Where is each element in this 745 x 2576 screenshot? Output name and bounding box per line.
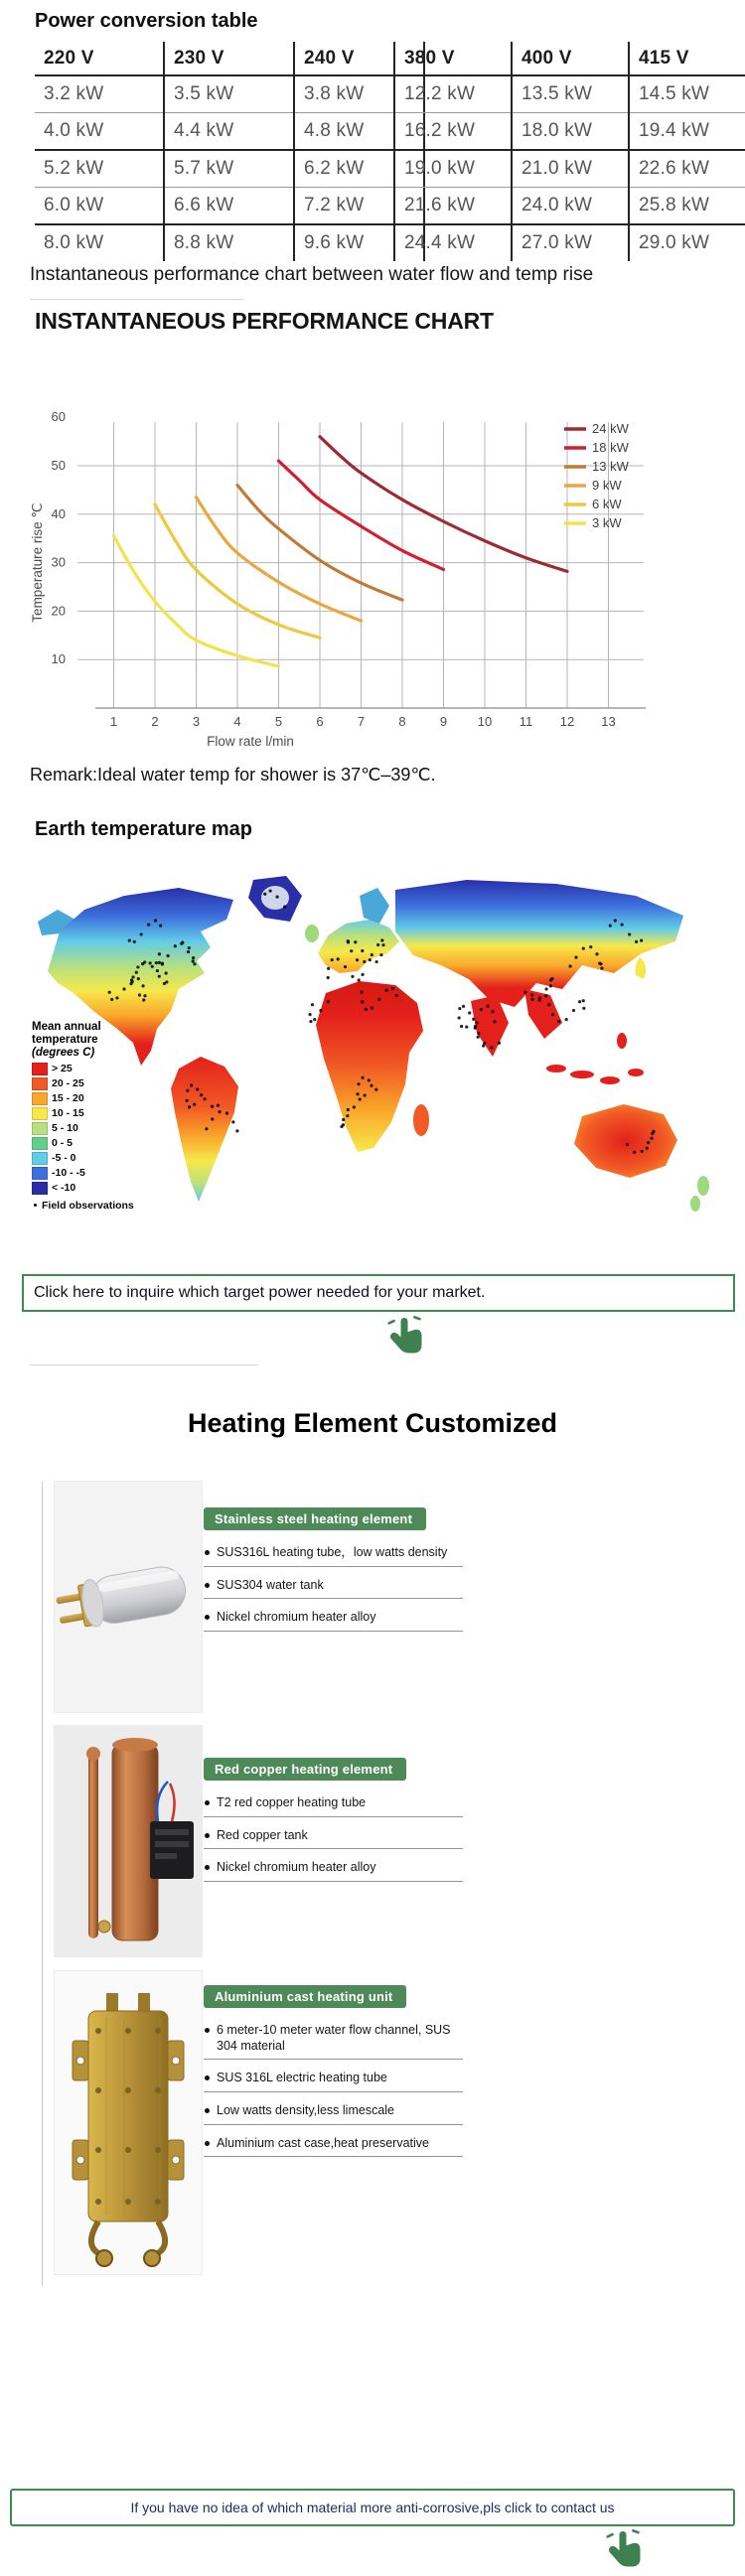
field-observations-row [32, 1200, 151, 1212]
product-bullet-list [204, 1793, 462, 1882]
divider [30, 1364, 258, 1365]
performance-chart [0, 399, 745, 762]
product-bullet-list [204, 1543, 462, 1632]
power-cell: 3.5 kW [164, 75, 294, 113]
bullet-text: SUS304 water tank [217, 1577, 324, 1592]
legend-color-swatch [32, 1077, 48, 1090]
table-caption: Instantaneous performance chart between water flow and temp rise [30, 264, 594, 285]
bullet-dot-icon [205, 1615, 210, 1620]
table-row [35, 75, 424, 113]
power-cell: 7.2 kW [294, 188, 424, 225]
power-cell: 21.6 kW [394, 188, 512, 225]
product-feature-bullet [204, 1608, 463, 1632]
bullet-text: SUS316L heating tube，low watts density [217, 1545, 448, 1559]
product-feature-bullet [204, 1826, 463, 1850]
voltage-header: 415 V [629, 42, 745, 75]
legend-row [32, 1182, 151, 1195]
svg-text:40: 40 [51, 505, 66, 521]
product-feature-bullet [204, 1858, 463, 1882]
power-cell: 24.4 kW [394, 224, 512, 261]
bullet-dot-icon [205, 2075, 210, 2080]
legend-range-label: 5 - 10 [52, 1122, 78, 1135]
svg-text:20: 20 [51, 603, 66, 619]
legend-row [32, 1167, 151, 1180]
power-table-title: Power conversion table [35, 10, 258, 32]
power-cell: 14.5 kW [629, 75, 745, 113]
legend-color-swatch [32, 1107, 48, 1120]
bullet-dot-icon [205, 2108, 210, 2113]
bullet-text: SUS 316L electric heating tube [217, 2071, 387, 2085]
map-legend [32, 1021, 151, 1212]
svg-text:9: 9 [439, 714, 448, 729]
svg-text:7: 7 [357, 714, 366, 729]
legend-rows [32, 1063, 151, 1195]
legend-label: 18 kW [592, 440, 629, 455]
bullet-text: Low watts density,less limescale [217, 2102, 395, 2117]
bullet-dot-icon [205, 1833, 210, 1838]
svg-text:2: 2 [151, 714, 159, 729]
power-conversion-table-right [393, 42, 745, 261]
product-feature-bullet [204, 2101, 463, 2125]
legend-range-label: > 25 [52, 1063, 73, 1075]
legend-range-label: 15 - 20 [52, 1092, 84, 1105]
legend-color-swatch [32, 1152, 48, 1165]
legend-label: 24 kW [592, 421, 629, 436]
svg-text:10: 10 [477, 714, 493, 729]
legend-row [32, 1092, 151, 1105]
svg-text:60: 60 [51, 409, 66, 425]
power-cell: 22.6 kW [629, 150, 745, 188]
table-row [35, 224, 424, 261]
product-feature-bullet [204, 2134, 463, 2158]
contact-cta-box[interactable] [10, 2489, 735, 2526]
legend-row [32, 1063, 151, 1075]
product-info [204, 1971, 462, 2166]
legend-range-label: 20 - 25 [52, 1077, 84, 1090]
chart-series [114, 437, 568, 666]
legend-color-swatch [32, 1063, 48, 1075]
power-cell: 5.2 kW [35, 150, 164, 188]
power-cell: 9.6 kW [294, 224, 424, 261]
power-table-group-low-voltage [35, 42, 425, 261]
legend-range-label: 0 - 5 [52, 1137, 74, 1150]
power-cell: 6.0 kW [35, 188, 164, 225]
table-row [394, 188, 745, 225]
svg-text:8: 8 [398, 714, 406, 729]
hand-pointer-icon[interactable] [385, 1315, 425, 1359]
power-cell: 4.8 kW [294, 113, 424, 151]
product-feature-bullet [204, 1793, 463, 1817]
power-cell: 19.0 kW [394, 150, 512, 188]
legend-color-swatch [32, 1182, 48, 1195]
power-cell: 16.2 kW [394, 113, 512, 151]
divider [30, 299, 243, 300]
y-axis-label: Temperature rise ℃ [30, 502, 45, 623]
svg-text:3: 3 [192, 714, 201, 729]
customized-heading: Heating Element Customized [187, 1408, 558, 1438]
legend-row [32, 1107, 151, 1120]
legend-row [32, 1152, 151, 1165]
svg-text:50: 50 [51, 458, 66, 473]
product-info [204, 1480, 462, 1641]
copper-element-photo [55, 1726, 202, 1956]
power-cell: 6.2 kW [294, 150, 424, 188]
legend-title-line2: temperature [32, 1034, 98, 1047]
voltage-header: 400 V [512, 42, 629, 75]
svg-text:11: 11 [519, 714, 533, 729]
legend-title-line1: Mean annual [32, 1021, 101, 1033]
voltage-header: 240 V [294, 42, 424, 75]
stainless-element-photo [55, 1482, 202, 1712]
legend-range-label: -10 - -5 [52, 1167, 85, 1180]
field-observations-label: Field observations [42, 1199, 134, 1212]
legend-color-swatch [32, 1092, 48, 1105]
hand-pointer-icon[interactable] [604, 2528, 644, 2572]
voltage-header: 220 V [44, 47, 94, 69]
table-row [394, 224, 745, 261]
bullet-text: Red copper tank [217, 1827, 308, 1842]
svg-text:6: 6 [316, 714, 324, 729]
power-cell: 18.0 kW [512, 113, 629, 151]
svg-text:30: 30 [51, 554, 66, 570]
legend-color-swatch [32, 1122, 48, 1135]
svg-text:1: 1 [109, 714, 118, 729]
legend-title-unit: (degrees C) [32, 1047, 95, 1060]
product-connector-line [42, 1482, 43, 2286]
legend-label: 3 kW [592, 515, 622, 530]
bullet-dot-icon [205, 1800, 210, 1805]
aluminium-unit-photo [55, 1971, 202, 2274]
power-cell: 21.0 kW [512, 150, 629, 188]
bullet-text: Nickel chromium heater alloy [217, 1860, 376, 1875]
bullet-text: 6 meter-10 meter water flow channel, SUS 304 material [217, 2023, 451, 2053]
power-cell: 12.2 kW [394, 75, 512, 113]
product-feature-bullet [204, 2021, 463, 2060]
power-cell: 13.5 kW [512, 75, 629, 113]
bullet-dot-icon [205, 1550, 210, 1555]
bullet-dot-icon [205, 2141, 210, 2146]
product-label-pill: Red copper heating element [204, 1758, 406, 1781]
legend-color-swatch [32, 1137, 48, 1150]
svg-text:4: 4 [233, 714, 241, 729]
table-row [35, 150, 424, 188]
legend-label: 13 kW [592, 459, 629, 474]
power-cell: 6.6 kW [164, 188, 294, 225]
legend-label: 9 kW [592, 478, 622, 493]
legend-range-label: < -10 [52, 1182, 76, 1195]
product-label-pill: Stainless steel heating element [204, 1507, 426, 1530]
product-info [204, 1726, 462, 1891]
svg-text:13: 13 [601, 714, 616, 729]
svg-text:10: 10 [51, 651, 66, 667]
inquiry-cta-box[interactable] [22, 1274, 735, 1312]
field-observation-dot-icon [34, 1204, 37, 1207]
legend-row [32, 1137, 151, 1150]
table-row [394, 150, 745, 188]
product-feature-bullet [204, 1543, 463, 1567]
product-feature-bullet [204, 2069, 463, 2092]
remark-text: Remark:Ideal water temp for shower is 37℃–39℃. [30, 765, 436, 785]
legend-range-label: 10 - 15 [52, 1107, 84, 1120]
power-cell: 4.0 kW [35, 113, 164, 151]
power-cell: 29.0 kW [629, 224, 745, 261]
table-row [394, 113, 745, 151]
power-cell: 19.4 kW [629, 113, 745, 151]
bullet-text: Aluminium cast case,heat preservative [217, 2135, 429, 2150]
voltage-header: 230 V [164, 42, 294, 75]
table-row [35, 113, 424, 151]
power-cell: 5.7 kW [164, 150, 294, 188]
bullet-text: Nickel chromium heater alloy [217, 1610, 376, 1625]
product-feature-bullet [204, 1576, 463, 1600]
legend-color-swatch [32, 1167, 48, 1180]
contact-cta-text: If you have no idea of which material more anti-corrosive,pls click to contact us [130, 2500, 615, 2515]
table-row [394, 75, 745, 113]
power-cell: 3.8 kW [294, 75, 424, 113]
bullet-dot-icon [205, 2028, 210, 2033]
voltage-header: 380 V [394, 42, 512, 75]
legend-label: 6 kW [592, 497, 622, 511]
power-conversion-table [35, 42, 425, 261]
svg-text:12: 12 [559, 714, 575, 729]
table-row [35, 188, 424, 225]
power-cell: 4.4 kW [164, 113, 294, 151]
bullet-text: T2 red copper heating tube [217, 1795, 367, 1809]
inquiry-cta-text: Click here to inquire which target power needed for your market. [34, 1284, 486, 1301]
bullet-dot-icon [205, 1583, 210, 1588]
power-cell: 24.0 kW [512, 188, 629, 225]
chart-heading: INSTANTANEOUS PERFORMANCE CHART [35, 308, 494, 334]
svg-text:5: 5 [274, 714, 283, 729]
map-heading: Earth temperature map [35, 818, 252, 840]
legend-range-label: -5 - 0 [52, 1152, 76, 1165]
product-label-pill: Aluminium cast heating unit [204, 1985, 406, 2008]
power-cell: 8.0 kW [35, 224, 164, 261]
chart-gridlines [77, 422, 644, 708]
legend-row [32, 1077, 151, 1090]
x-axis-label: Flow rate l/min [207, 734, 294, 749]
power-cell: 3.2 kW [35, 75, 164, 113]
power-table-group-high-voltage [393, 42, 745, 261]
legend-row [32, 1122, 151, 1135]
bullet-dot-icon [205, 1865, 210, 1870]
power-cell: 25.8 kW [629, 188, 745, 225]
power-cell: 27.0 kW [512, 224, 629, 261]
power-cell: 8.8 kW [164, 224, 294, 261]
product-bullet-list [204, 2021, 462, 2157]
